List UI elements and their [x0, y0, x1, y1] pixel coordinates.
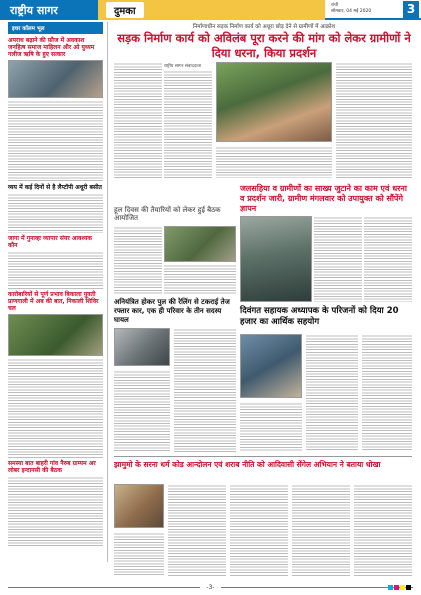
sub-headline-1: हूल दिवस की तैयारियों को लेकर हुई बैठक आयोजित: [114, 206, 221, 222]
lead-kicker: निर्माणाधीन सड़क निर्माण कार्य को अधूरा छोड़ देने से ग्रामीणों में आक्रोश: [192, 24, 336, 30]
right-photo: [240, 334, 302, 398]
bottom-text-col-3: [230, 484, 288, 576]
date-text: सोमवार, 04 मई 2020: [331, 9, 372, 14]
story-3-text-col-1: [174, 328, 236, 452]
bottom-photo: [114, 484, 164, 528]
story-2-text-col-2: [164, 264, 236, 294]
left-story-1-photo: [8, 60, 103, 98]
lead-text-col-4: [336, 62, 412, 178]
page-footer: [8, 582, 413, 592]
lead-text-col-2: [164, 70, 212, 178]
right-text-col-3: [362, 334, 412, 452]
bottom-text-col-1: [114, 532, 164, 576]
left-story-3-headline: जागा में गुनाव्हः व्यापार संयर आवश्यक कौन: [8, 235, 92, 249]
print-color-bar: [388, 585, 411, 590]
bottom-text-col-5: [354, 484, 412, 576]
mid-text-col-2: [364, 216, 412, 302]
left-story-4-headline: कारोबारियों से पूर्ण प्रभाव बिकाला युवती प्राणगाली में अब की बात, निकाली शिविर चल: [8, 291, 99, 312]
district-tab: दुमका: [106, 2, 144, 18]
footer-rule-left: [8, 587, 200, 588]
lead-headline: सड़क निर्माण कार्य को अविलंब पूरा करने की मांग को लेकर ग्रामीणों ने दिया धरना, किया प्रदर्शन: [117, 31, 411, 60]
bottom-text-col-2: [168, 484, 226, 576]
left-story-5-headline: समस्या बात बाहरी गांव नैरुब ग्राम्यम अर लोबर इन्दानसी की बैठक: [8, 460, 96, 474]
footer-rule-right: [221, 587, 413, 588]
page-number: 3: [403, 1, 419, 18]
bottom-headline: झामुमो के सरना धर्म कोड आन्दोलन एवं शराब नीति को आदिवासी सेंगेल अभियान ने बताया धोखा: [114, 460, 381, 469]
left-story-1-headline: अपराध बढ़ाने की फ़ौज में अवकाश जनहित्ष समाज माहिलन और ओ युध्यम गलीज ऋषि के हुए सत्कार: [8, 37, 95, 58]
sub-headline-2: अनियंत्रित होकर पुल की रेलिंग से टकराई तेज रफ्तार कार, एक ही परिवार के तीन सदस्य घायल: [114, 298, 230, 324]
lead-photo: [216, 62, 332, 142]
right-text-col-1: [240, 402, 302, 452]
left-story-2-headline: व्यय में कई दिनों से है लैप्टॉपी अधूरी बसीत: [8, 184, 102, 191]
section-title: राष्ट्रीय सागर: [0, 0, 98, 20]
bottom-divider: [114, 456, 412, 457]
left-story-1-text: [8, 100, 103, 182]
left-story-4-text: [8, 358, 103, 458]
mid-headline: जलसहिया व ग्रामीणों का साख्य जुटाने का काम एवं धरना व प्रदर्शन जारी, ग्रामीण मंगलवार को उपायुक्त को सौंपेंगे ज्ञापन: [240, 184, 407, 213]
lead-text-col-3: [216, 146, 332, 178]
left-story-5-text: [8, 476, 103, 546]
right-headline: दिवंगत सहायक अध्यापक के परिजनों को दिया 20 हजार का आर्थिक सहयोग: [240, 306, 399, 327]
left-column-header: इधर कॉलम भूल: [8, 22, 103, 34]
lead-byline: राष्ट्रीय सागर संवाददाता: [164, 64, 202, 69]
folio: -3-: [206, 583, 215, 591]
mid-text-col-1: [314, 216, 362, 302]
story-3-text-col-2: [114, 370, 170, 452]
story-2-photo: [164, 226, 236, 262]
dateline: [325, 0, 421, 20]
left-story-3-text: [8, 251, 103, 289]
masthead-band: [98, 0, 325, 20]
left-story-4-photo: [8, 314, 103, 356]
right-text-col-2: [306, 334, 358, 452]
left-column: [8, 22, 108, 562]
story-2-text-col-1: [114, 226, 162, 294]
mid-photo: [240, 216, 312, 302]
main-area: [114, 22, 414, 61]
date-city: रांची: [331, 3, 339, 8]
lead-text-col-1: [114, 62, 162, 178]
story-3-photo: [114, 328, 170, 366]
left-story-2-text: [8, 193, 103, 233]
bottom-text-col-4: [292, 484, 350, 576]
masthead: [0, 0, 421, 20]
